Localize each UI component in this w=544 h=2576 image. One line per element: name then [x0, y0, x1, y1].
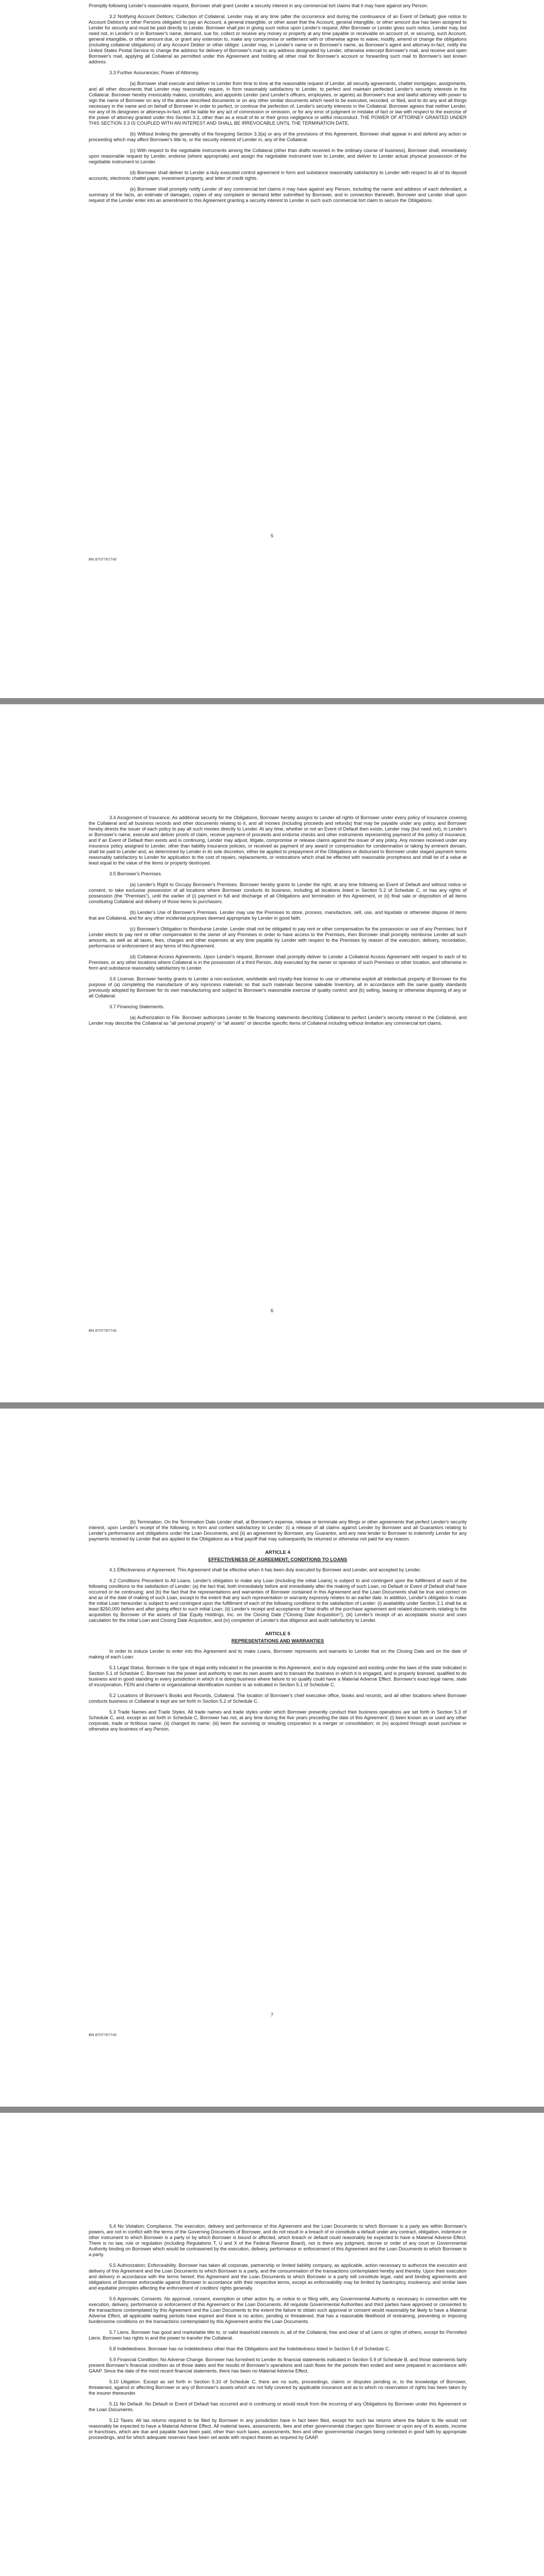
page-3-body	[89, 1519, 467, 1732]
page-2-body	[89, 815, 467, 1026]
body-paragraph: 5.12 Taxes. All tax returns required to be filed by Borrower in any jurisdiction have in fact been filed, except for such tax returns where the failure to file would not reasonably be expected to have a Material Adverse Effect. All material taxes, assessments, fees and other governmental charges upon Borrower or upon any of its assets, income or franchises, which are due and payable have been paid, other than such taxes, assessments, fees and other governmental charges being contested in good faith by appropriate proceedings, and for which adequate reserves have been set aside with respect thereto as required by GAAP.	[89, 2418, 467, 2440]
page-number: 5	[270, 533, 273, 538]
body-paragraph: 5.5 Authorization; Enforceability. Borrower has taken all corporate, partnership or limited liability company, as applicable, action necessary to authorize the execution and delivery of this Agreement and the Loan Documents to which Borrower is a party, and the consummation of the transactions contemplated hereby and thereby. Upon their execution and delivery in accordance with the terms hereof, this Agreement and the Loan Documents to which Borrower is a party will constitute legal, valid and binding agreements and obligations of Borrower enforceable against Borrower in accordance with their respective terms, except as enforceability may be limited by bankruptcy, insolvency, and similar laws and equitable principles affecting the enforcement of creditors' rights generally.	[89, 2263, 467, 2291]
article-number: ARTICLE 4	[265, 1549, 290, 1555]
document-page-2	[0, 704, 544, 1402]
body-paragraph: In order to induce Lender to enter into this Agreement and to make Loans, Borrower represents and warrants to Lender that on the Closing Date and on the date of making of each Loan:	[89, 1649, 467, 1659]
body-paragraph: (c) Borrower's Obligation to Reimburse Lender. Lender shall not be obligated to pay rent or other compensation for the possession or use of any Premises; but if Lender elects to pay rent or other compensation to the owner of any Premises in order to have access to the Premises, then Borrower shall promptly reimburse Lender all such amounts, as well as all taxes, fees, charges and other expenses at any time payable by Lender with respect to the Premises by reason of the execution, delivery, recordation, performance or enforcement of any terms of this Agreement.	[89, 926, 467, 948]
page-number: 7	[270, 2012, 273, 2018]
body-paragraph: 3.5 Borrower's Premises.	[109, 871, 162, 876]
article-heading	[89, 1631, 467, 1643]
body-paragraph: 3.4 Assignment of Insurance. As additional security for the Obligations, Borrower hereby assigns to Lender all rights of Borrower under every policy of insurance covering the Collateral and all business records and other documents relating to it, and all monies (including proceeds and refunds) that may be payable under any policy, and Borrower hereby directs the issuer of each policy to pay all such monies directly to Lender. At any time, whether or not an Event of Default then exists, Lender may (but need not), in Lender's or Borrower's name, execute and deliver proofs of claim, receive payment of proceeds and endorse checks and other instruments representing payment of the policy of insurance, and if an Event of Default then exists and is continuing, Lender may adjust, litigate, compromise or release claims against the issuer of any policy. Any monies received under any insurance policy assigned to Lender, other than liability insurance policies, or received as payment of any award or compensation for condemnation or taking by eminent domain, shall be paid to Lender and, as determined by Lender in its sole discretion, either be applied to prepayment of the Obligations or disbursed to Borrower under staged payment terms reasonably satisfactory to Lender for application to the cost of repairs, replacements, or restorations which shall be effected with reasonable promptness and shall be of a value at least equal to the value of the items or property destroyed.	[89, 815, 467, 866]
document-footer-id: BN 87077677v6	[89, 2032, 117, 2037]
document-footer-id: BN 87077677v6	[89, 557, 117, 562]
body-paragraph: 5.6 Approvals; Consents. No approval, consent, exemption or other action by, or notice to or filing with, any Governmental Authority is necessary in connection with the execution, delivery, performance or enforcement of this Agreement or the Loan Documents. All requisite Governmental Authorities and third parties have approved or consented to the transactions contemplated by this Agreement and the Loan Documents to the extent the failure to obtain such approval or consent would reasonably be likely to have a Material Adverse Effect, all applicable waiting periods have expired and there is no action, pending or threatened, that has a reasonable likelihood of restraining, preventing or imposing burdensome conditions on the transactions contemplated by this Agreement and/or the Loan Documents.	[89, 2296, 467, 2324]
article-number: ARTICLE 5	[265, 1631, 290, 1636]
article-title: EFFECTIVENESS OF AGREEMENT; CONDITIONS TO LOANS	[208, 1556, 348, 1562]
body-paragraph: 5.9 Financial Condition; No Adverse Change. Borrower has furnished to Lender its financial statements indicated in Section 5.9 of Schedule B, and those statements fairly present Borrower's financial condition as of those dates and the results of Borrower's operations and cash flows for the periods then ended and were prepared in accordance with GAAP. Since the date of the most recent financial statements, there has been no Material Adverse Effect.	[89, 2357, 467, 2374]
body-paragraph: 5.11 No Default. No Default or Event of Default has occurred and is continuing or would result from the incurring of any Obligations by Borrower under this Agreement or the Loan Documents.	[89, 2401, 467, 2412]
body-paragraph: (b) Lender's Use of Borrower's Premises. Lender may use the Premises to store, process, manufacture, sell, use, and liquidate or otherwise dispose of items that are Collateral, and for any other incidental purposes deemed appropriate by Lender in good faith.	[89, 910, 467, 921]
body-paragraph: 3.3 Further Assurances; Power of Attorney.	[109, 70, 200, 75]
body-paragraph: 3.2 Notifying Account Debtors; Collection of Collateral. Lender may at any time (after the occurrence and during the continuance of an Event of Default) give notice to Account Debtors or other Persons obligated to pay an Account, a general intangible, or other asset that the Account, general intangible, or other amount due has been assigned to Lender for security and must be paid directly to Lender. Borrower shall join in giving such notice upon Lender's request. After Borrower or Lender gives such notice, Lender may, but need not, in Lender's or in Borrower's name, demand, sue for, collect or receive any money or property at any time payable or receivable on account of, or securing, such Account, general intangible, or other amount due, or grant any extension to, make any compromise or settlement with or otherwise agree to waive, modify, amend or change the obligations (including collateral obligations) of any Account Debtor or other obligor. Lender may, in Lender's name or in Borrower's name, as Borrower's agent and attorney-in-fact, notify the United States Postal Service to change the address for delivery of Borrower's mail to any address designated by Lender, otherwise intercept Borrower's mail, and receive and open Borrower's mail, applying all Collateral as permitted under this Agreement and holding all other mail for Borrower's account or forwarding such mail to Borrower's last known address.	[89, 14, 467, 64]
body-paragraph: 5.4 No Violation; Compliance. The execution, delivery and performance of this Agreement and the Loan Documents to which Borrower is a party are within Borrower's powers, are not in conflict with the terms of the Governing Documents of Borrower, and do not result in a breach of or constitute a default under any contract, obligation, indenture or other instrument to which Borrower is a party or by which Borrower is bound or affected, which breach or default could reasonably be expected to have a Material Adverse Effect. There is no law, rule or regulation (including Regulations T, U and X of the Federal Reserve Board), nor is there any judgment, decree or order of any court or Governmental Authority binding on Borrower which would be contravened by the execution, delivery, performance or enforcement of this Agreement and the Loan Documents to which Borrower is a party.	[89, 2224, 467, 2257]
body-paragraph: (d) Collateral Access Agreements. Upon Lender's request, Borrower shall promptly deliver to Lender a Collateral Access Agreement with respect to each of its Premises, or any other locations where Collateral is in the possession of a third Person, duly executed by the owner or operator of such Premises or other location, and otherwise in form and substance reasonably satisfactory to Lender.	[89, 954, 467, 971]
body-paragraph: (b) Termination. On the Termination Date Lender shall, at Borrower's expense, release or terminate any filings or other agreements that perfect Lender's security interest, upon Lender's receipt of the following, in form and content satisfactory to Lender: (i) a release of all claims against Lender by Borrower and all Guarantors relating to Lender's performance and obligations under the Loan Documents, and (ii) an agreement by Borrower, any Guarantor, and any new lender to Borrower to indemnify Lender for any payments received by Lender that are applied to the Obligations as a final payoff that may subsequently be returned or otherwise not paid for any reason.	[89, 1519, 467, 1541]
document-page-1	[0, 0, 544, 698]
body-paragraph: (b) Without limiting the generality of the foregoing Section 3.3(a) or any of the provisions of this Agreement, Borrower shall appear in and defend any action or proceeding which may affect Borrower's title to, or the security interest of Lender in, any of the Collateral.	[89, 131, 467, 142]
body-paragraph: 3.7 Financing Statements.	[109, 1004, 164, 1009]
body-paragraph: (a) Lender's Right to Occupy Borrower's Premises. Borrower hereby grants to Lender the right, at any time following an Event of Default and without notice or consent, to take exclusive possession of all locations where Borrower conducts its business, including all locations listed in Section 5.2 of Schedule C, or has any rights of possession (the "Premises"), until the earlier of (i) payment in full and discharge of all Obligations and termination of this Agreement, or (ii) final sale or disposition of all items constituting Collateral and delivery of those items to purchasers.	[89, 882, 467, 904]
body-paragraph: 5.3 Trade Names and Trade Styles. All trade names and trade styles under which Borrower presently conduct their business operations are set forth in Section 5.3 of Schedule C, and, except as set forth in Schedule C, Borrower has not, at any time during the five years preceding the date of this Agreement: (i) been known as or used any other corporate, trade or fictitious name; (ii) changed its name; (iii) been the surviving or resulting corporation in a merger or consolidation; or (iv) acquired through asset purchase or otherwise any business of any Person.	[89, 1709, 467, 1732]
body-paragraph: 5.7 Liens. Borrower has good and marketable title to, or valid leasehold interests in, all of the Collateral, free and clear of all Liens or rights of others, except for Permitted Liens. Borrower has rights in and the power to transfer the Collateral.	[89, 2330, 467, 2341]
page-4-body	[89, 2224, 467, 2441]
body-paragraph: (a) Authorization to File. Borrower authorizes Lender to file financing statements describing Collateral to perfect Lender's security interest in the Collateral, and Lender may describe the Collateral as "all personal property" or "all assets" or describe specific items of Collateral including without limitation any commercial tort claims.	[89, 1015, 467, 1026]
document-footer-id: BN 87077677v6	[89, 1328, 117, 1333]
document-page-3	[0, 1409, 544, 2107]
article-title: REPRESENTATIONS AND WARRANTIES	[231, 1638, 324, 1643]
body-paragraph: (e) Borrower shall promptly notify Lender of any commercial tort claims it may have against any Person, including the name and address of each defendant, a summary of the facts, an estimate of damages, copies of any complaint or demand letter submitted by Borrower, and in connection therewith, Borrower and Lender shall upon request of the Lender enter into an amendment to this Agreement granting a security interest to Lender in such such commercial tort claim to secure the Obligations.	[89, 187, 467, 203]
body-paragraph: 4.1 Effectiveness of Agreement. This Agreement shall be effective when it has been duly executed by Borrower and Lender, and accepted by Lender.	[109, 1567, 421, 1572]
body-paragraph: (c) With respect to the negotiable instruments among the Collateral (other than drafts received in the ordinary course of business), Borrower shall, immediately upon reasonable request by Lender, endorse (where appropriate) and assign the negotiable instrument over to Lender, and deliver to Lender actual physical possession of the negotiable instrument to Lender.	[89, 148, 467, 164]
page-number: 6	[270, 1308, 273, 1313]
body-paragraph: (d) Borrower shall deliver to Lender a duly executed control agreement in form and substance reasonably satisfactory to Lender with respect to all of its deposit accounts, electronic chattel paper, investment property, and letter of credit rights.	[89, 170, 467, 181]
body-paragraph: 5.1 Legal Status. Borrower is the type of legal entity indicated in the preamble to this Agreement, and is duly organized and existing under the laws of the state indicated in Section 5.1 of Schedule C. Borrower has the power and authority to own its own assets and to transact the business in which it is engaged, and is properly licensed, qualified to do business and in good standing in every jurisdiction in which it is doing business where failure to so qualify could have a Material Adverse Effect. Borrower's exact legal name, state of incorporation, FEIN and charter or organizational identification number is as indicated in Section 5.1 of Schedule C.	[89, 1665, 467, 1687]
body-paragraph: 5.2 Locations of Borrower's Books and Records, Collateral. The location of Borrower's chief executive office, books and records, and all other locations where Borrower conducts business or Collateral is kept are set forth in Section 5.2 of Schedule C.	[89, 1693, 467, 1704]
article-heading	[89, 1549, 467, 1562]
body-paragraph: Promptly following Lender's reasonable request, Borrower shall grant Lender a security interest in any commercial tort claims that it may have against any Person.	[89, 3, 428, 8]
body-paragraph: 4.2 Conditions Precedent to All Loans. Lender's obligation to make any Loan (including the initial Loans) is subject to and contingent upon the fulfillment of each of the following conditions to the satisfaction of Lender: (a) the fact that, both immediately before and immediately after the making of such Loan, no Default or Event of Default shall have occurred or be continuing; and (b) the fact that the representations and warranties of Borrower contained in this Agreement and the Loan Documents shall be true and correct on and as of the date of making of such Loan, except to the extent that any such representation or warranty expressly relates to an earlier date. In addition, Lender's obligation to make the initial Loan hereunder is subject to and contingent upon the fulfillment of each of the following conditions to the satisfaction of Lender: (i) availability under Section 2.1 shall be at least $250,000 before and after giving effect to such initial Loan; (ii) Lender's receipt and acceptance of final drafts of the purchase agreement and related documents relating to the acquisition by Borrower of the assets of Star Equity Holdings, Inc. on the Closing Date ("Closing Date Acquisition"), (iii) Lender's receipt of an acceptable source and uses calculation for the initial Loan and Closing Date Acquisition, and (iv) completion of Lender's due diligence and audit satisfactory to Lender.	[89, 1578, 467, 1623]
body-paragraph: (a) Borrower shall execute and deliver to Lender from time to time at the reasonable request of Lender, all security agreements, chattel mortgages, assignments, and all other documents that Lender may reasonably require, in form reasonably satisfactory to Lender, to perfect and maintain perfected Lender's security interests in the Collateral. Borrower hereby irrevocably makes, constitutes, and appoints Lender (and Lender's officers, employees, or agents) as Borrower's true and lawful attorney with power to sign the name of Borrower on any of the above described documents or on any other similar documents which need to be executed, recorded, or filed, and to do any and all things necessary in the name and on behalf of Borrower in order to perfect, or continue the perfection of, Lender's security interests in the Collateral. Borrower agrees that neither Lender, nor any of its designees or attorneys-in-fact, will be liable for any act of commission or omission, or for any error of judgment or mistake of fact or law with respect to the exercise of the power of attorney granted under this Section 3.3, other than as a result of its or their gross negligence or willful misconduct. THE POWER OF ATTORNEY GRANTED UNDER THIS SECTION 3.3 IS COUPLED WITH AN INTEREST AND SHALL BE IRREVOCABLE UNTIL THE TERMINATION DATE.	[89, 81, 467, 126]
body-paragraph: 5.8 Indebtedness. Borrower has no Indebtedness other than the Obligations and the Indebtedness listed in Section 5.8 of Schedule C.	[109, 2346, 390, 2351]
page-1-body	[89, 3, 467, 204]
body-paragraph: 3.6 License. Borrower hereby grants to Lender a non-exclusive, worldwide and royalty-free license to use or otherwise exploit all intellectual property of Borrower for the purpose of (a) completing the manufacture of any inprocess materials so that such materials become saleable Inventory, all in accordance with the same quality standards previously adopted by Borrower for its own manufacturing and subject to Borrower's reasonable exercise of quality control; and (b) selling, leasing or otherwise disposing of any or all Collateral.	[89, 976, 467, 998]
document-page-4	[0, 2113, 544, 2576]
body-paragraph: 5.10 Litigation. Except as set forth in Section 5.10 of Schedule C, there are no suits, proceedings, claims or disputes pending or, to the knowledge of Borrower, threatened, against or affecting Borrower or any of Borrower's assets which are not fully covered by applicable insurance and as to which no reservation of rights has been taken by the insurer thereunder.	[89, 2379, 467, 2396]
